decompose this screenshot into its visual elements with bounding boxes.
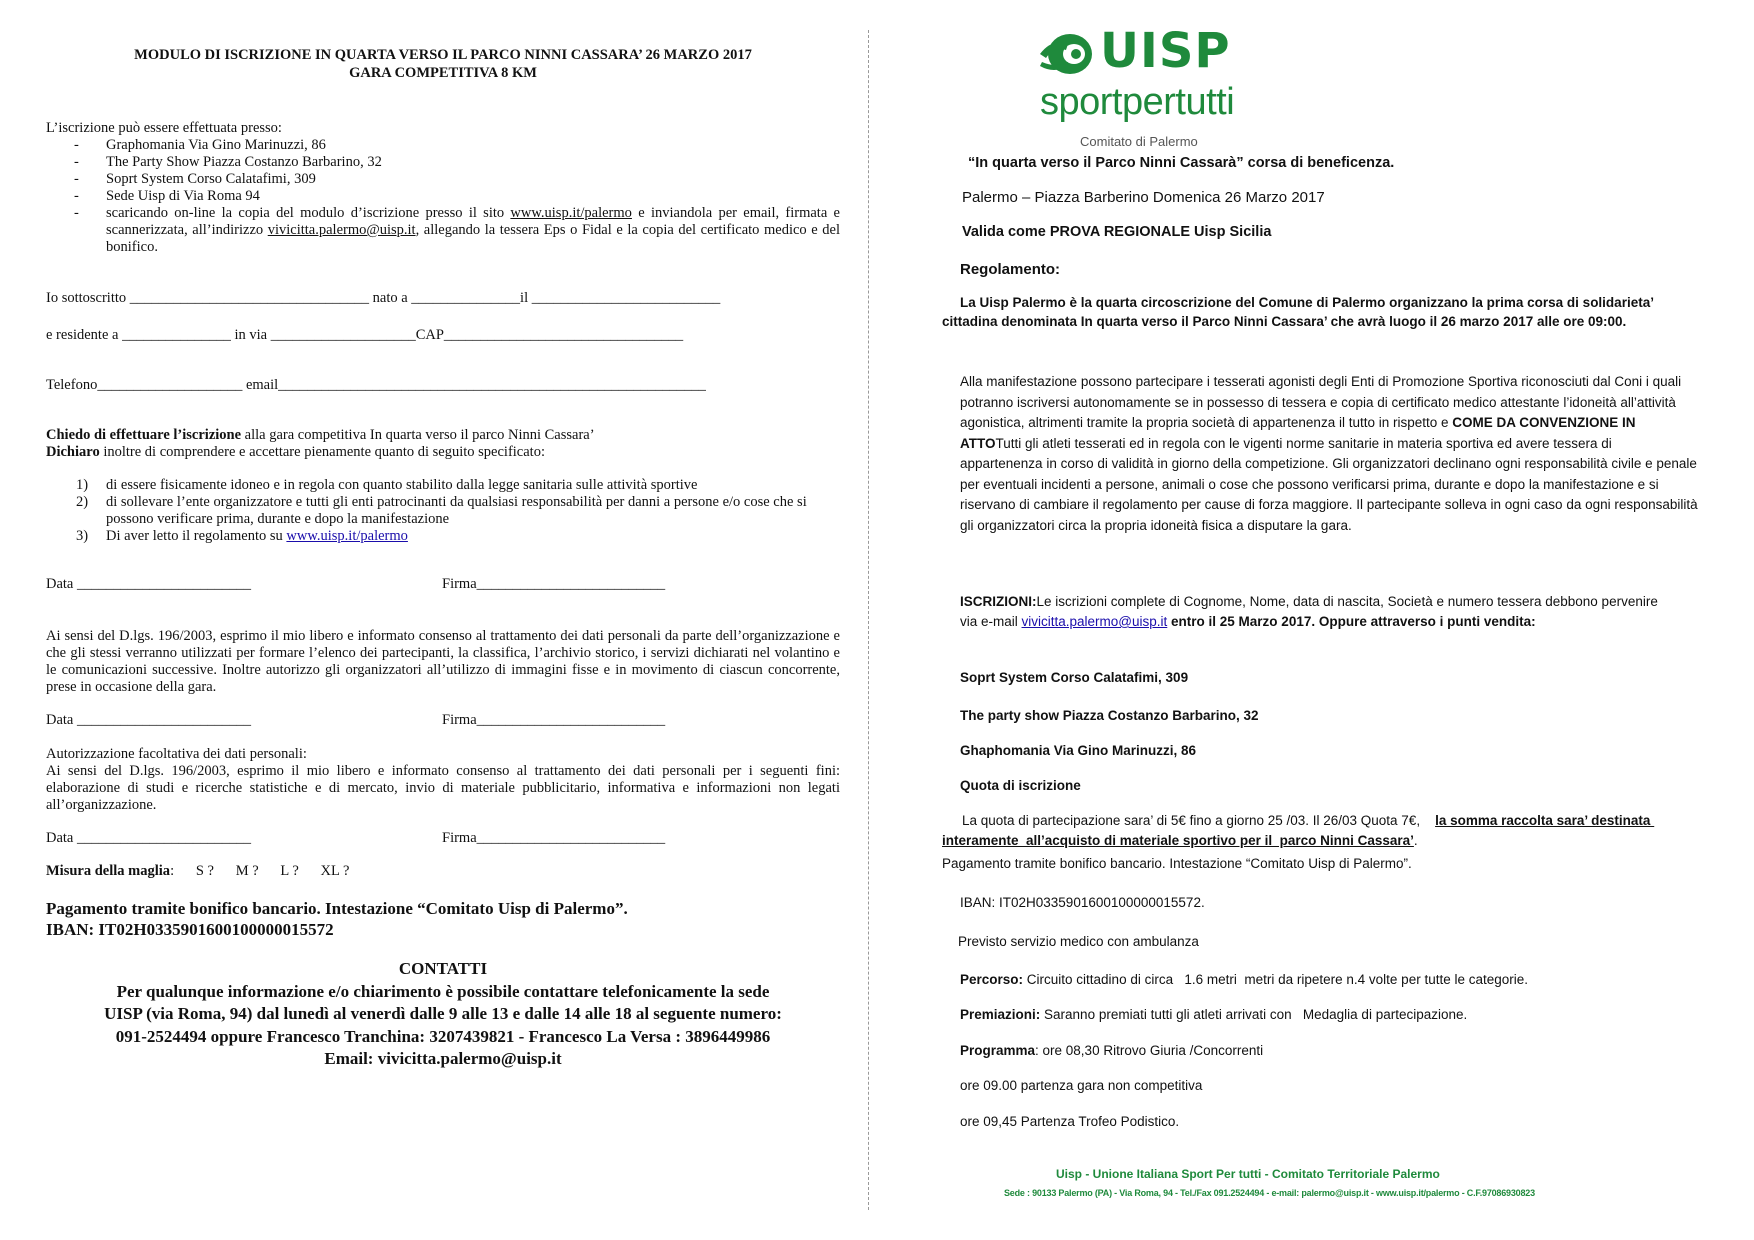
contacts-title: CONTATTI bbox=[398, 959, 488, 978]
contacts-section: CONTATTI Per qualunque informazione e/o chiarimento è possibile contattare telefonicamente la sede UISP (via Roma, 94) dal lunedì al venerdì dalle 9 alle 13 e dalle 14 alle 18 al seguente numero: 091-2524494 oppure Francesco Tranchina: 3207439821 - Francesco La Versa : 3896449986 Email: vivicitta.palermo@uisp.it bbox=[46, 958, 840, 1071]
fee-paragraph: La quota di partecipazione sara’ di 5€ fino a giorno 25 /03. Il 26/03 Quota 7€, la somma raccolta sara’ destinata interamente all’acquisto di materiale sportivo per il parco Ninni Cassara’. bbox=[942, 813, 1655, 848]
form-title-line1: MODULO DI ISCRIZIONE IN QUARTA VERSO IL PARCO NINNI CASSARA’ 26 MARZO 2017 bbox=[134, 47, 752, 63]
awards-info: Premiazioni: Saranno premiati tutti gli atleti arrivati con Medaglia di partecipazione. bbox=[960, 1007, 1468, 1022]
regulation-title: Regolamento: bbox=[960, 261, 1061, 278]
logo-wordmark: UISP bbox=[1100, 23, 1231, 79]
email-link[interactable]: vivicitta.palermo@uisp.it bbox=[267, 222, 416, 238]
medical-service: Previsto servizio medico con ambulanza bbox=[958, 934, 1199, 949]
location-item: - Graphomania Via Gino Marinuzzi, 86 bbox=[74, 137, 326, 153]
logo-tagline: sportpertutti bbox=[1040, 81, 1235, 123]
location-item: - Soprt System Corso Calatafimi, 309 bbox=[74, 171, 316, 187]
signature-field[interactable]: Firma__________________________ bbox=[442, 576, 666, 592]
course-info: Percorso: Circuito cittadino di circa 1.6 metri metri da ripetere n.4 volte per tutte le categorie. bbox=[960, 972, 1529, 987]
declaration-statement: Dichiaro inoltre di comprendere e accettare pienamente quanto di seguito specificato: bbox=[46, 444, 545, 460]
optional-privacy-consent: Ai sensi del D.lgs. 196/2003, esprimo il mio libero e informato consenso al trattamento dei dati personali per i seguenti fini: elaborazione di studi e ricerche statistiche e di mercato, invio di materiale pubblicitario, informativa e informazioni non legati all’organizzazione. bbox=[46, 763, 840, 813]
optional-auth-title: Autorizzazione facoltativa dei dati personali: bbox=[46, 746, 307, 762]
event-headline: “In quarta verso il Parco Ninni Cassarà” corsa di beneficenza. bbox=[968, 155, 1395, 171]
program-line: ore 09,45 Partenza Trofeo Podistico. bbox=[960, 1114, 1180, 1129]
regulation-paragraph-1: La Uisp Palermo è la quarta circoscrizione del Comune di Palermo organizzano la prima corsa di solidarieta’ cittadina denominata In quarta verso il Parco Ninni Cassara’ che avrà luogo il 26 marzo 2017 alle ore 09:00. bbox=[942, 295, 1654, 329]
uisp-website-link[interactable]: www.uisp.it/palermo bbox=[510, 205, 632, 221]
registration-paragraph: ISCRIZIONI:Le iscrizioni complete di Cognome, Nome, data di nascita, Società e numero tessera debbono pervenire via e-mail vivicitta.palermo@uisp.it entro il 25 Marzo 2017. Oppure attraverso i punti vendita: bbox=[960, 594, 1658, 629]
location-item-online: - scaricando on-line la copia del modulo d’iscrizione presso il sito www.uisp.it/palermo e inviandola per email, firmata e scannerizzata, all’indirizzo vivicitta.palermo@uisp.it, allegando la tessera Eps o Fidal e la copia del certificato medico e del bonifico. bbox=[74, 205, 840, 255]
request-statement: Chiedo di effettuare l’iscrizione alla gara competitiva In quarta verso il parco Ninni Cassara’ bbox=[46, 427, 595, 443]
uisp-emblem-icon bbox=[1038, 28, 1098, 80]
declaration-item: 2) di sollevare l’ente organizzatore e tutti gli enti patrocinanti da qualsiasi responsabilità per danni a persone e/o cose che si possono verificare prima, durante e dopo la manifestazione bbox=[76, 494, 807, 527]
registration-form bbox=[46, 46, 840, 1071]
signature-row-1 bbox=[46, 576, 840, 593]
signature-field[interactable]: Firma__________________________ bbox=[442, 830, 666, 846]
declarations-list bbox=[46, 477, 840, 545]
location-item: - The Party Show Piazza Costanzo Barbarino, 32 bbox=[74, 154, 382, 170]
shirt-size-label: Misura della maglia bbox=[46, 863, 171, 879]
form-line-contact[interactable]: Telefono____________________ email___________________________________________________________ bbox=[46, 377, 706, 393]
page-divider bbox=[868, 30, 869, 1210]
event-validity: Valida come PROVA REGIONALE Uisp Sicilia bbox=[962, 224, 1272, 240]
footer-address: Sede : 90133 Palermo (PA) - Via Roma, 94 - Tel./Fax 091.2524494 - e-mail: palermo@uisp.it - www.uisp.it/palermo - C.F.97086930823 bbox=[1004, 1188, 1535, 1198]
declaration-item: 1) di essere fisicamente idoneo e in regola con quanto stabilito dalla legge sanitaria sulle attività sportive bbox=[76, 477, 698, 493]
form-title-line2: GARA COMPETITIVA 8 KM bbox=[349, 65, 537, 81]
signature-row-2 bbox=[46, 712, 840, 729]
regulation-link[interactable]: www.uisp.it/palermo bbox=[286, 528, 408, 544]
logo-committee: Comitato di Palermo bbox=[1080, 134, 1198, 149]
form-intro: L’iscrizione può essere effettuata presso: bbox=[46, 120, 282, 136]
form-line-name[interactable]: Io sottoscritto _________________________________ nato a _______________il __________________________ bbox=[46, 290, 721, 306]
sale-point-item: The party show Piazza Costanzo Barbarino, 32 bbox=[960, 708, 1259, 723]
signature-row-3 bbox=[46, 830, 840, 847]
event-place-date: Palermo – Piazza Barberino Domenica 26 Marzo 2017 bbox=[962, 189, 1325, 206]
program-line: ore 09.00 partenza gara non competitiva bbox=[960, 1078, 1203, 1093]
registration-email-link[interactable]: vivicitta.palermo@uisp.it bbox=[1021, 614, 1168, 629]
form-title bbox=[46, 46, 840, 82]
date-field[interactable]: Data ________________________ bbox=[46, 712, 251, 728]
shirt-size-row[interactable] bbox=[46, 863, 840, 880]
footer-org: Uisp - Unione Italiana Sport Per tutti - Comitato Territoriale Palermo bbox=[1056, 1167, 1440, 1181]
payment-info: Pagamento tramite bonifico bancario. Intestazione “Comitato Uisp di Palermo”. IBAN: IT02H0335901600100000015572 bbox=[46, 899, 628, 939]
fee-title: Quota di iscrizione bbox=[960, 778, 1081, 793]
declaration-item: 3) Di aver letto il regolamento su www.uisp.it/palermo bbox=[76, 528, 408, 544]
date-field[interactable]: Data ________________________ bbox=[46, 830, 251, 846]
location-item: - Sede Uisp di Via Roma 94 bbox=[74, 188, 260, 204]
uisp-logo bbox=[1038, 22, 1278, 152]
shirt-size-options: : S ? M ? L ? XL ? bbox=[170, 863, 350, 879]
iban: IBAN: IT02H0335901600100000015572. bbox=[960, 895, 1205, 910]
program-line: Programma: ore 08,30 Ritrovo Giuria /Concorrenti bbox=[960, 1043, 1264, 1058]
date-field[interactable]: Data ________________________ bbox=[46, 576, 251, 592]
sale-point-item: Ghaphomania Via Gino Marinuzzi, 86 bbox=[960, 743, 1197, 758]
form-line-address[interactable]: e residente a _______________ in via ____________________CAP_________________________________ bbox=[46, 327, 684, 343]
signature-field[interactable]: Firma__________________________ bbox=[442, 712, 666, 728]
privacy-consent: Ai sensi del D.lgs. 196/2003, esprimo il mio libero e informato consenso al trattamento dei dati personali da parte dell’organizzazione e che gli stessi verranno utilizzati per formare l’elenco dei partecipanti, la classifica, l’archivio storico, i servizi dichiarati nel volantino e le comunicazioni successive. Inoltre autorizzo gli organizzatori all’utilizzo di immagini fisse e in movimento di ciascun concorrente, prese in occasione della gara. bbox=[46, 628, 840, 695]
regulation-paragraph-2: Alla manifestazione possono partecipare i tesserati agonisti degli Enti di Promozione Sportiva riconosciuti dal Coni i quali potranno iscriversi autonomamente se in possesso di tessera e copia di certificato medico attestante l’idoneità all’attività agonistica, altrimenti tramite la propria società di appartenenza il tutto in rispetto e COME DA CONVENZIONE IN ATTOTutti gli atleti tesserati ed in regola con le vigenti norme sanitarie in materia sportiva ed avere tessera di appartenenza in corso di validità in giorno della competizione. Gli organizzatori declinano ogni responsabilità civile e penale per eventuali incidenti a persone, animali o cose che possono verificarsi prima, durante e dopo la manifestazione e si riservano di cambiare il regolamento per cause di forza maggiore. Il partecipante solleva in ogni caso da ogni responsabilità gli organizzatori circa la propria idoneità fisica a disputare la gara. bbox=[960, 374, 1698, 533]
registration-locations bbox=[46, 137, 840, 256]
fee-payment: Pagamento tramite bonifico bancario. Intestazione “Comitato Uisp di Palermo”. bbox=[942, 856, 1412, 871]
sale-point-item: Soprt System Corso Calatafimi, 309 bbox=[960, 670, 1189, 685]
